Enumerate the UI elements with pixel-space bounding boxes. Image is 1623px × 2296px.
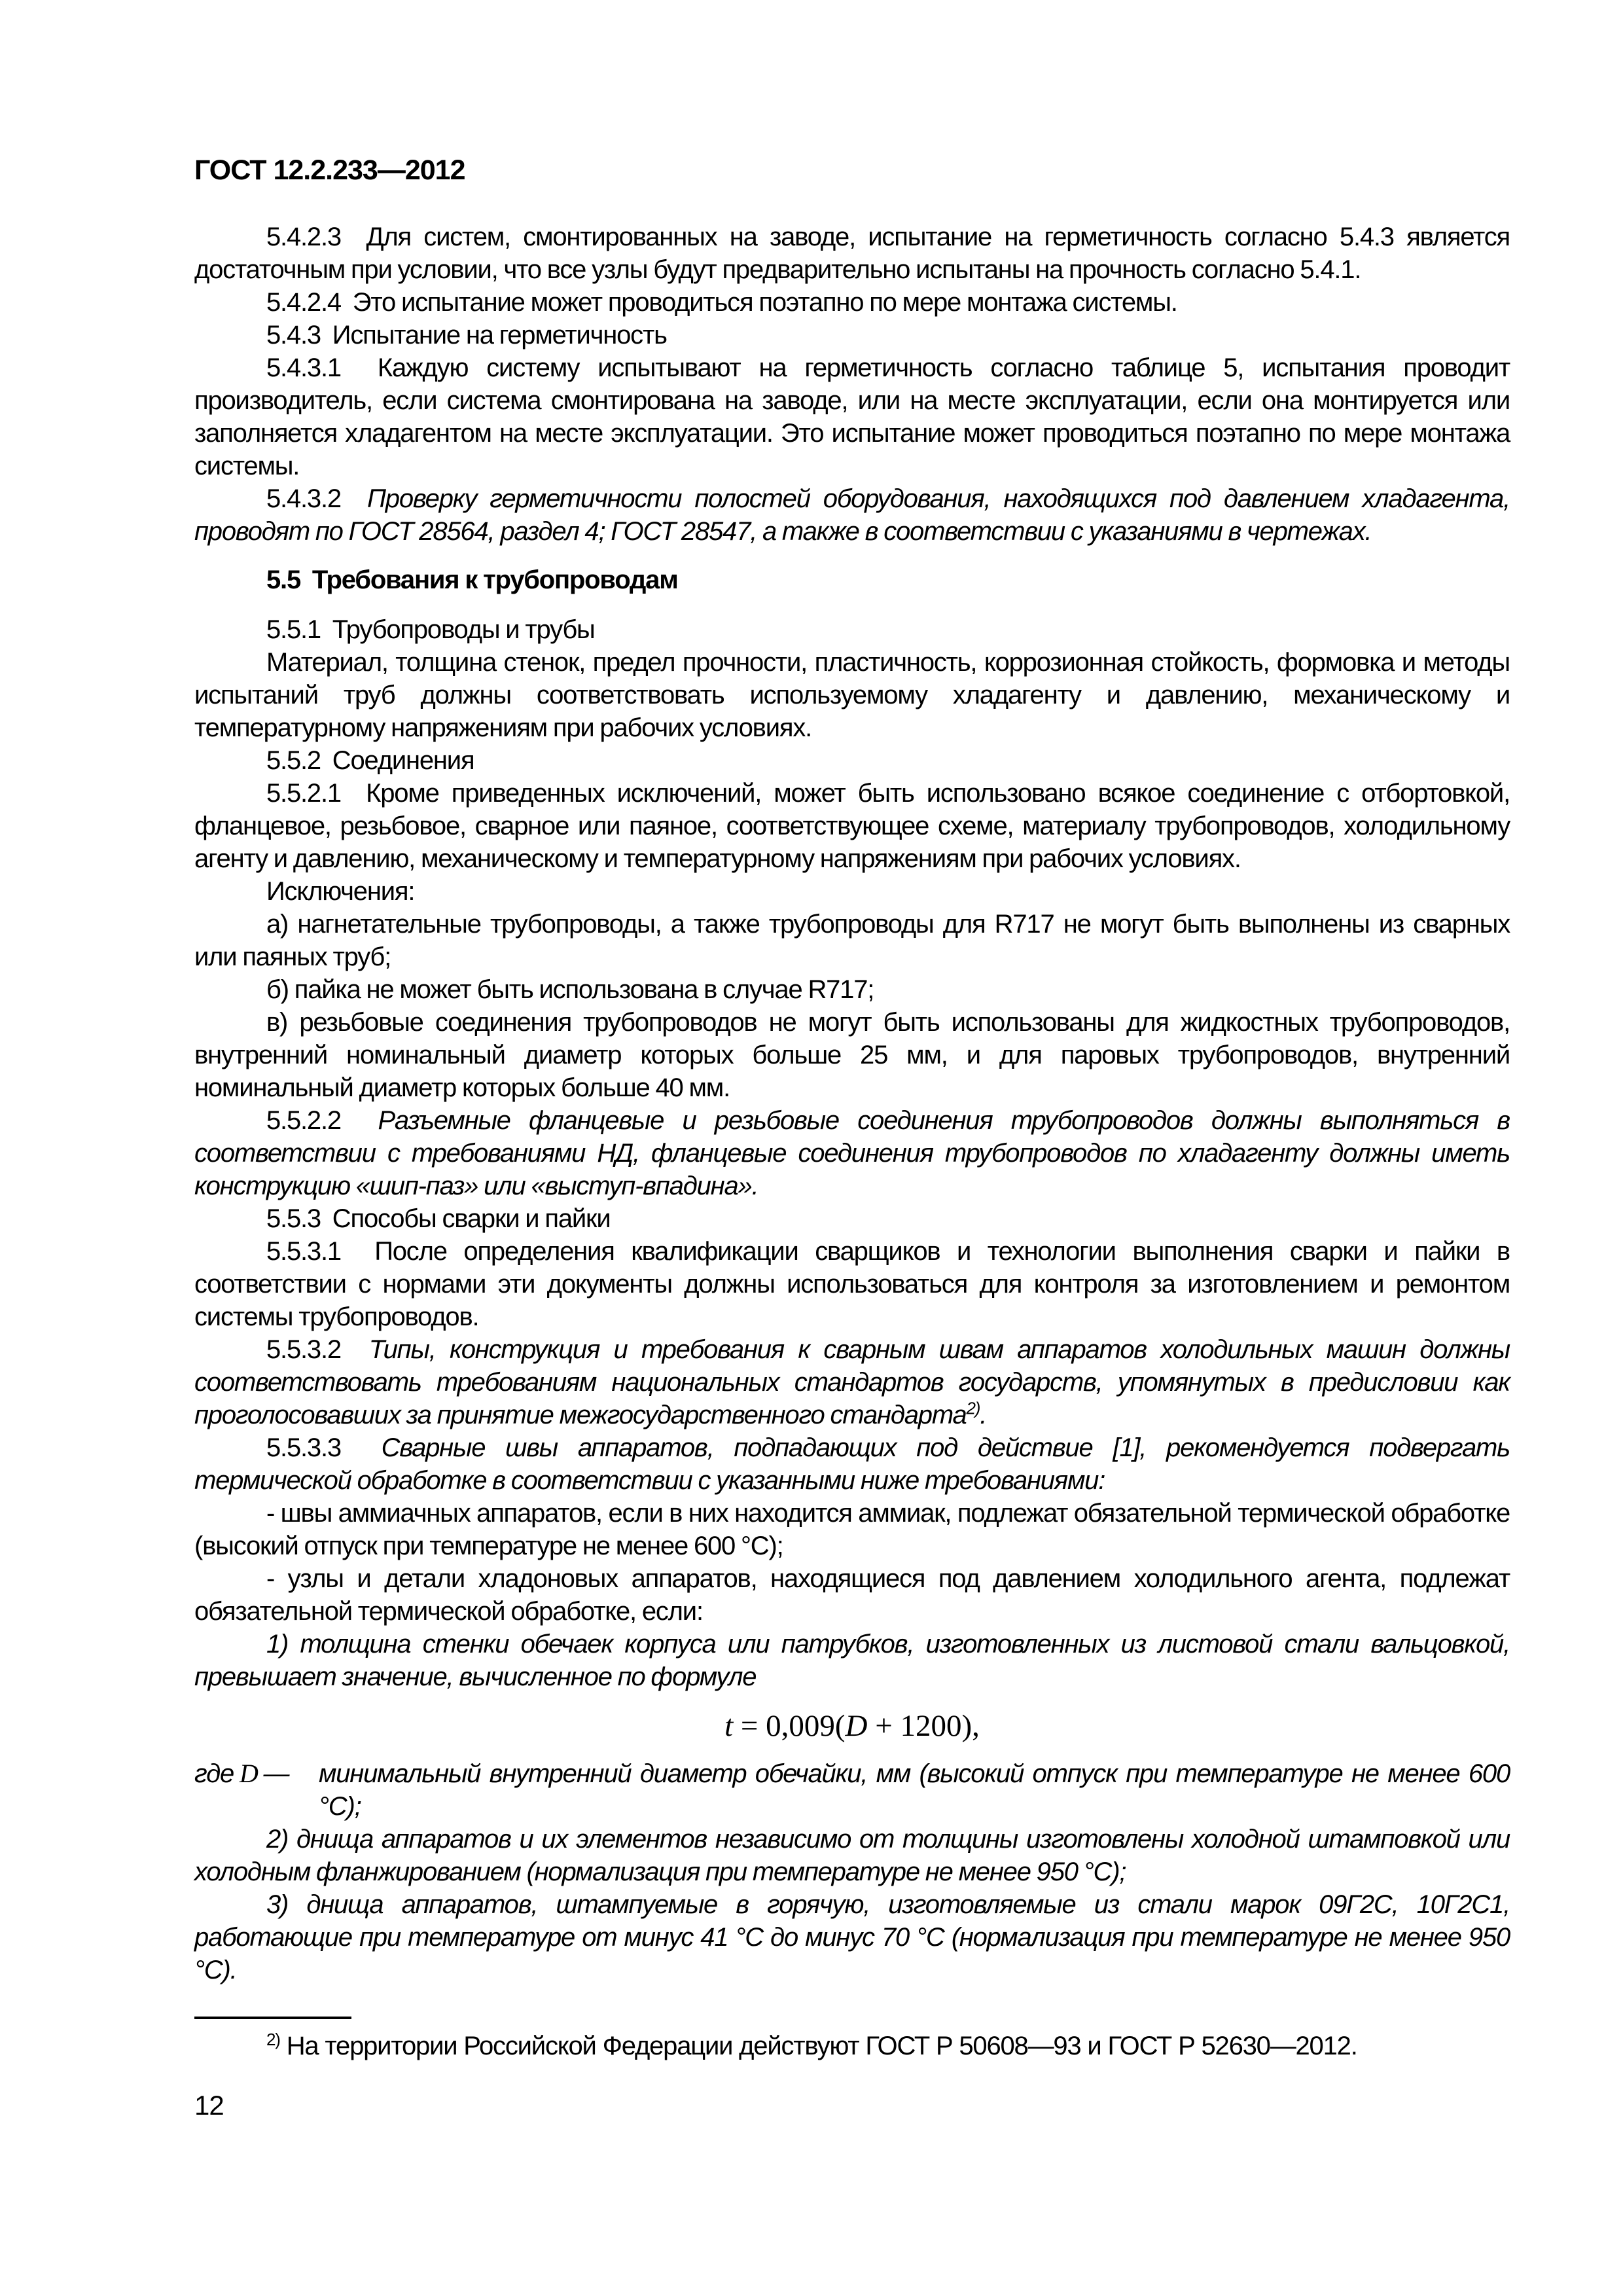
clause-5.5.2: 5.5.2 Соединения bbox=[266, 746, 474, 775]
paragraph: - швы аммиачных аппаратов, если в них находится аммиак, подлежат обязательной термической обработке (высокий отпуск при температуре не менее 600 °С); bbox=[194, 1499, 1510, 1560]
clause-5.5.1: 5.5.1 Трубопроводы и трубы bbox=[266, 615, 595, 644]
clause-5.5.2.1: 5.5.2.1 Кроме приведенных исключений, может быть использовано всякое соединение с отбортовкой, фланцевое, резьбовое, сварное или паяное, соответствующее схеме, материалу трубопроводов, холодильному агенту и давлению, механическому и температурному напряжениям при рабочих условиях. bbox=[194, 779, 1510, 873]
paragraph: 3) днища аппаратов, штампуемые в горячую, изготовляемые из стали марок 09Г2С, 10Г2С1, работающие при температуре от минус 41 °С до минус 70 °С (нормализация при температуре не менее 950 °С). bbox=[194, 1890, 1510, 1984]
clause-5.5.3.1: 5.5.3.1 После определения квалификации сварщиков и технологии выполнения сварки и пайки в соответствии с нормами эти документы должны использоваться для контроля за изготовлением и ремонтом системы трубопроводов. bbox=[194, 1237, 1510, 1331]
document-header: ГОСТ 12.2.233—2012 bbox=[194, 154, 465, 186]
paragraph: Исключения: bbox=[266, 877, 415, 906]
paragraph: Материал, толщина стенок, предел прочности, пластичность, коррозионная стойкость, формовка и методы испытаний труб должны соответствовать используемому хладагенту и давлению, механическому и температурному напряжениям при рабочих условиях. bbox=[194, 648, 1510, 742]
clause-5.4.3.1: 5.4.3.1 Каждую систему испытывают на герметичность согласно таблице 5, испытания проводит производитель, если система смонтирована на заводе, или на месте эксплуатации, если она монтируется или заполняется хладагентом на месте эксплуатации. Это испытание может проводиться поэтапно по мере монтажа системы. bbox=[194, 353, 1510, 480]
paragraph: а) нагнетательные трубопроводы, а также трубопроводы для R717 не могут быть выполнены из сварных или паяных труб; bbox=[194, 910, 1510, 971]
clause-5.5: 5.5 Требования к трубопроводам bbox=[266, 565, 678, 594]
where-definition: где D — минимальный внутренний диаметр обечайки, мм (высокий отпуск при температуре не менее 600 °С); bbox=[194, 1759, 1510, 1821]
paragraph: в) резьбовые соединения трубопроводов не могут быть использованы для жидкостных трубопроводов, внутренний номинальный диаметр которых больше 25 мм, и для паровых трубопроводов, внутренний номинальный диаметр которых больше 40 мм. bbox=[194, 1008, 1510, 1102]
paragraph: 2) днища аппаратов и их элементов независимо от толщины изготовлены холодной штамповкой или холодным фланжированием (нормализация при температуре не менее 950 °С); bbox=[194, 1825, 1510, 1886]
footnote-text: На территории Российской Федерации действуют ГОСТ Р 50608—93 и ГОСТ Р 52630—2012. bbox=[286, 2032, 1357, 2060]
footnote-divider bbox=[194, 2017, 351, 2019]
footnote-marker: 2) bbox=[266, 2029, 280, 2049]
paragraph: 1) толщина стенки обечаек корпуса или патрубков, изготовленных из листовой стали вальцовкой, превышает значение, вычисленное по формуле bbox=[194, 1630, 1510, 1691]
paragraph: - узлы и детали хладоновых аппаратов, находящиеся под давлением холодильного агента, подлежат обязательной термической обработке, если: bbox=[194, 1564, 1510, 1626]
clause-5.4.3: 5.4.3 Испытание на герметичность bbox=[266, 321, 667, 350]
clause-5.5.3.2: 5.5.3.2 Типы, конструкция и требования к сварным швам аппаратов холодильных машин должны соответствовать требованиям национальных стандартов государств, упомянутых в предисловии как проголосовавших за принятие межгосударственного стандарта$^{2)}$. bbox=[194, 1335, 1510, 1429]
document-content bbox=[194, 154, 1510, 2121]
clause-5.4.2.3: 5.4.2.3 Для систем, смонтированных на заводе, испытание на герметичность согласно 5.4.3 является достаточным при условии, что все узлы будут предварительно испытаны на прочность согласно 5.4.1. bbox=[194, 223, 1510, 284]
clause-5.5.2.2: 5.5.2.2 Разъемные фланцевые и резьбовые соединения трубопроводов должны выполняться в соответствии с требованиями НД, фланцевые соединения трубопроводов по хладагенту должны иметь конструкцию «шип-паз» или «выступ-впадина». bbox=[194, 1106, 1510, 1200]
formula: t = 0,009(D + 1200), bbox=[724, 1709, 980, 1743]
clause-5.5.3.3: 5.5.3.3 Сварные швы аппаратов, подпадающих под действие [1], рекомендуется подвергать термической обработке в соответствии с указанными ниже требованиями: bbox=[194, 1433, 1510, 1495]
paragraphs bbox=[194, 221, 1510, 1986]
footnote-block bbox=[194, 2017, 1510, 2062]
paragraph: б) пайка не может быть использована в случае R717; bbox=[266, 975, 874, 1004]
clause-5.4.3.2: 5.4.3.2 Проверку герметичности полостей оборудования, находящихся под давлением хладагента, проводят по ГОСТ 28564, раздел 4; ГОСТ 28547, а также в соответствии с указаниями в чертежах. bbox=[194, 484, 1510, 546]
clause-5.4.2.4: 5.4.2.4 Это испытание может проводиться поэтапно по мере монтажа системы. bbox=[266, 288, 1177, 317]
clause-5.5.3: 5.5.3 Способы сварки и пайки bbox=[266, 1204, 611, 1233]
footnote bbox=[194, 2030, 1510, 2062]
page-number: 12 bbox=[194, 2090, 224, 2121]
